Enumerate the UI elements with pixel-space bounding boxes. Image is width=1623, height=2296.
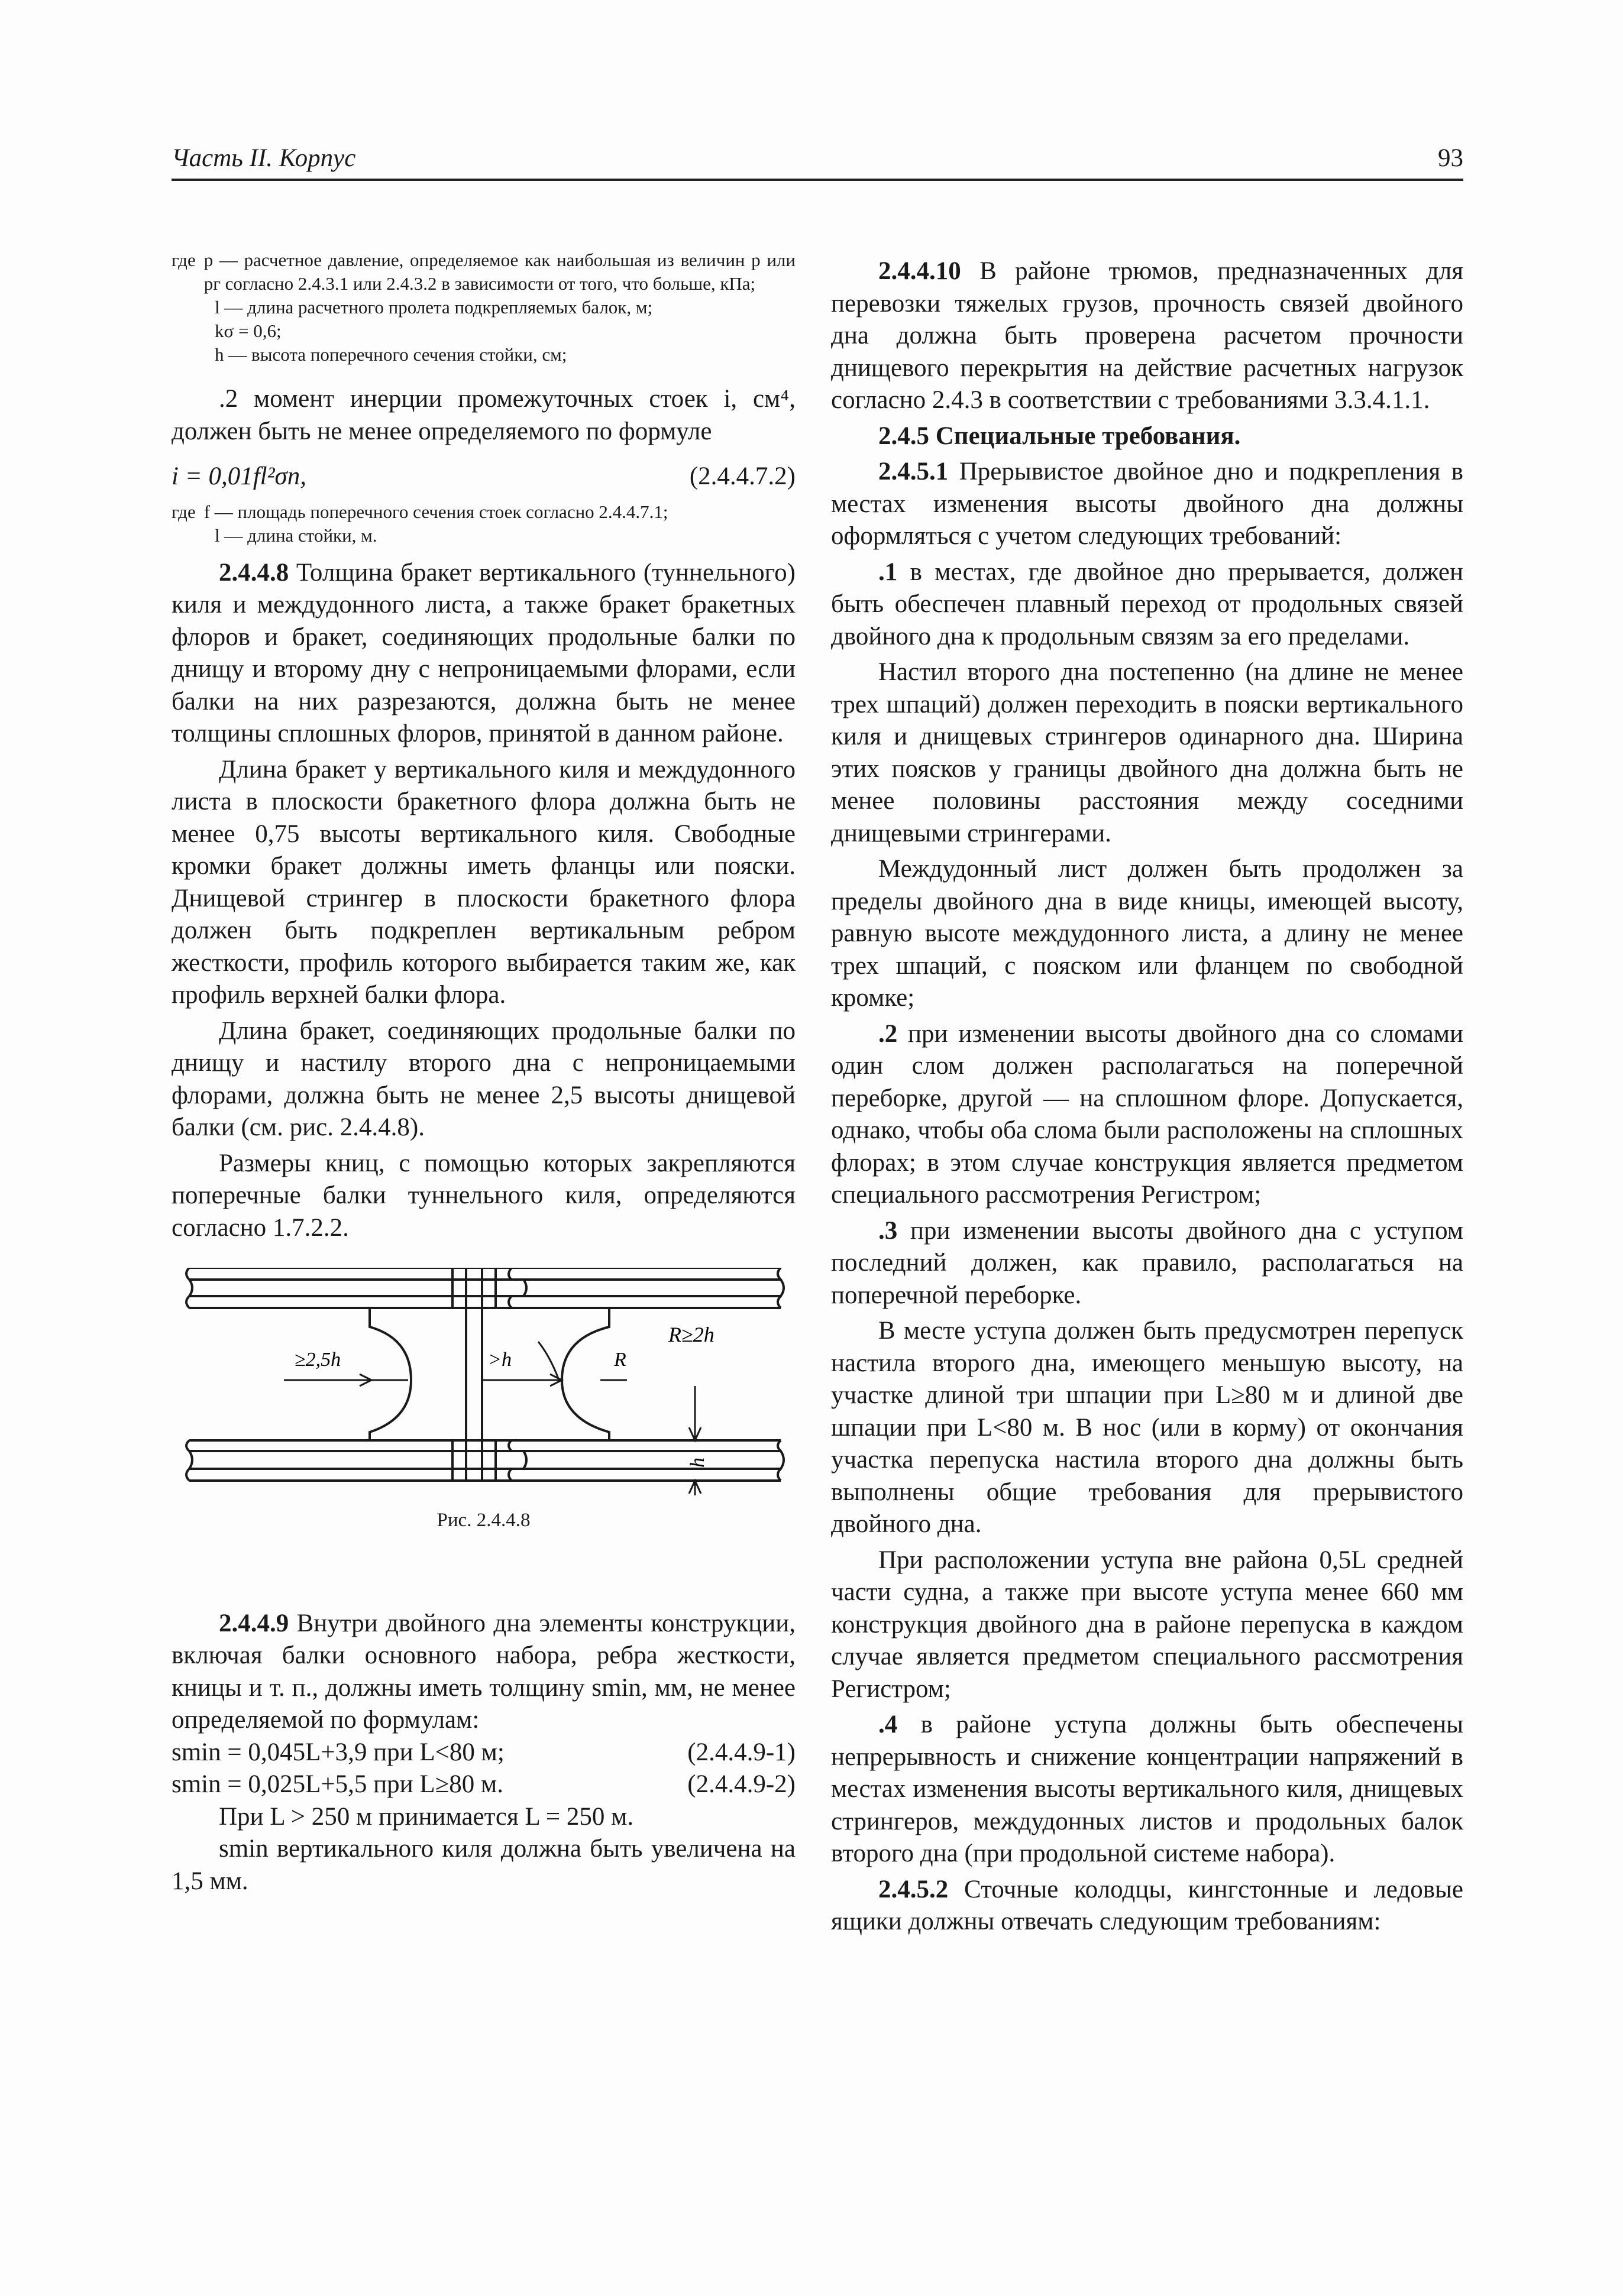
- moment-paragraph: .2 момент инерции промежуточных стоек i, см⁴, должен быть не менее определяемого по формуле: [172, 385, 796, 445]
- where-label: где: [172, 501, 196, 522]
- formula-expr: smin = 0,045L+3,9 при L<80 м;: [172, 1738, 505, 1766]
- label-gt-h: >h: [488, 1349, 512, 1371]
- clause-number: 2.4.5.2: [878, 1875, 949, 1903]
- clause-text: Прерывистое двойное дно и подкрепления в местах изменения высоты двойного дна должны оформляться с учетом следующих требований:: [831, 458, 1463, 550]
- label-2-5h: ≥2,5h: [295, 1349, 341, 1371]
- formula-number: (2.4.4.9-1): [687, 1738, 796, 1766]
- paragraph-item-3: [831, 1215, 1463, 1312]
- where-item: l — длина расчетного пролета подкрепляемых балок, м;: [215, 297, 653, 318]
- clause-number: 2.4.4.10: [878, 257, 961, 285]
- page-number: 93: [1438, 144, 1463, 172]
- paragraph-bracket-length-2: Длина бракет, соединяющих продольные балки по днищу и настилу второго дна с непроницаемыми флорами, должна быть не менее 2,5 высоты днищевой балки (см. рис. 2.4.4.8).: [172, 1016, 796, 1141]
- clause-text: Толщина бракет вертикального (туннельного) киля и междудонного листа, а также бракет бракетных флоров и бракет, соединяющих продольные балки по днищу и второму дну с непроницаемыми флорами, если балки на них разрезаются, должна быть не менее толщины сплошных флоров, принятой в данном районе.: [172, 558, 796, 747]
- where-item: kσ = 0,6;: [215, 320, 282, 341]
- clause-number: 2.4.5.1: [878, 458, 949, 485]
- label-R-ge-2h: R≥2h: [668, 1323, 714, 1346]
- paragraph-knee-size: Размеры книц, с помощью которых закрепляются поперечные балки туннельного киля, определяются согласно 1.7.2.2.: [172, 1149, 796, 1242]
- where-item: h — высота поперечного сечения стойки, см;: [215, 344, 567, 365]
- clause-text: Внутри двойного дна элементы конструкции, включая балки основного набора, ребра жесткости, кницы и т. п., должны иметь толщину smin, мм, не менее определяемой по формулам:: [172, 1609, 796, 1734]
- header-title: Часть II. Корпус: [172, 144, 356, 172]
- flange-right-top: [509, 1268, 526, 1308]
- item-number: .4: [878, 1711, 898, 1738]
- paragraph-margin-plate: Междудонный лист должен быть продолжен за пределы двойного дна в виде кницы, имеющей высоту, равную высоте междудонного листа, а длину не менее трех шпаций, с пояском или фланцем по свободной кромке;: [831, 855, 1463, 1012]
- flange-right-bottom: [509, 1440, 526, 1481]
- formula-expr: i = 0,01fl²σn,: [172, 462, 306, 490]
- dim-r-leader: [538, 1342, 559, 1380]
- where-item: f — площадь поперечного сечения стоек согласно 2.4.4.7.1;: [203, 501, 668, 522]
- clause-text: Сточные колодцы, кингстонные и ледовые ящики должны отвечать следующим требованиям:: [831, 1875, 1463, 1935]
- dim-2-5h: [284, 1374, 408, 1386]
- paragraph-2-4-4-8: [172, 557, 796, 750]
- formula-expr: smin = 0,025L+5,5 при L≥80 м.: [172, 1770, 503, 1798]
- left-column: [172, 248, 796, 1897]
- paragraph-2-4-4-9: [172, 1608, 796, 1737]
- paragraph-inner-bottom: Настил второго дна постепенно (на длине не менее трех шпаций) должен переходить в пояски вертикального киля и днищевых стрингеров одинарного дна. Ширина этих поясков у границы двойного дна должна быть не менее половины расстояния между соседними днищевыми стрингерами.: [831, 658, 1463, 847]
- item-number: .3: [878, 1216, 898, 1245]
- where-list-2: [172, 500, 796, 548]
- formula-2-4-4-9-1: [172, 1737, 796, 1769]
- paragraph-item-4: [831, 1709, 1463, 1870]
- figure-caption: Рис. 2.4.4.8: [437, 1510, 531, 1531]
- paragraph-2-4-5-1: [831, 456, 1463, 553]
- formula-2-4-4-9-2: [172, 1769, 796, 1801]
- clause-number: 2.4.4.9: [219, 1609, 289, 1637]
- item-text: при изменении высоты двойного дна со сломами один слом должен располагаться на поперечной переборке, другой — на сплошном флоре. Допускается, однако, чтобы оба слома были расположены на сплошных флорах; в этом случае конструкция является предметом специального рассмотрения Регистром;: [831, 1019, 1463, 1209]
- where-list-1: [172, 248, 796, 367]
- top-beam-break-right: [778, 1268, 784, 1308]
- right-column: [831, 255, 1463, 1938]
- formula-2-4-4-7-2: [172, 461, 796, 493]
- item-number: .2: [878, 1019, 898, 1048]
- item-text: в районе уступа должны быть обеспечены непрерывность и снижение концентрации напряжений в местах изменения высоты вертикального киля, днищевых стрингеров, междудонных листов и продольных балок второго дна (при продольной системе набора).: [831, 1711, 1463, 1867]
- item-text: в местах, где двойное дно прерывается, должен быть обеспечен плавный переход от продольных связей двойного дна к продольным связям за его пределами.: [831, 558, 1463, 650]
- formula-number: (2.4.4.9-2): [687, 1770, 796, 1798]
- clause-text: В районе трюмов, предназначенных для перевозки тяжелых грузов, прочность связей двойного дна должна быть проверена расчетом прочности днищевого перекрытия на действие расчетных нагрузок согласно 2.4.3 в соответствии с требованиями 3.3.4.1.1.: [831, 257, 1463, 414]
- left-bracket-arc: [370, 1308, 411, 1440]
- paragraph-item-2: [831, 1018, 1463, 1212]
- bottom-beam-break-left: [186, 1440, 192, 1481]
- paragraph-L-250: При L > 250 м принимается L = 250 м.: [219, 1802, 634, 1831]
- item-text: при изменении высоты двойного дна с уступом последний должен, как правило, располагаться на поперечной переборке.: [831, 1216, 1463, 1309]
- paragraph-step-location: При расположении уступа вне района 0,5L средней части судна, а также при высоте уступа менее 660 мм конструкция двойного дна в районе перепуска в каждом случае является предметом специального рассмотрения Регистром;: [831, 1546, 1463, 1703]
- label-R: R: [614, 1349, 626, 1371]
- top-beam-break-left: [186, 1268, 192, 1308]
- where-label: где: [172, 250, 196, 270]
- paragraph-smin-keel: smin вертикального киля должна быть увеличена на 1,5 мм.: [172, 1835, 796, 1895]
- paragraph-item-1: [831, 556, 1463, 653]
- paragraph-2-4-5-2: [831, 1874, 1463, 1938]
- paragraph-bracket-length-1: Длина бракет у вертикального киля и междудонного листа в плоскости бракетного флора должна быть не менее 0,75 высоты вертикального киля. Свободные кромки бракет должны иметь фланцы или пояски. Днищевой стрингер в плоскости бракетного флора должен быть подкреплен вертикальным ребром жесткости, профиль которого выбирается таким же, как профиль верхней балки флора.: [172, 755, 796, 1009]
- bottom-beam-break-right: [778, 1440, 784, 1481]
- bracket-diagram: [172, 1268, 796, 1498]
- formula-number: (2.4.4.7.2): [689, 462, 796, 490]
- where-item: p — расчетное давление, определяемое как наибольшая из величин p или pг согласно 2.4.3.1 или 2.4.3.2 в зависимости от того, что больше, кПа;: [203, 250, 796, 294]
- item-number: .1: [878, 558, 898, 586]
- where-item: l — длина стойки, м.: [215, 524, 377, 546]
- clause-number: 2.4.4.8: [219, 558, 289, 587]
- running-header: [172, 142, 1463, 181]
- figure-2-4-4-8: [172, 1268, 796, 1537]
- dim-gt-h: [482, 1374, 562, 1386]
- paragraph-2-4-4-10: [831, 255, 1463, 417]
- stiffener-webs: [452, 1268, 496, 1481]
- top-beam-lines: [189, 1268, 781, 1308]
- vertical-floor-plate: [466, 1268, 482, 1481]
- label-h: h: [687, 1458, 709, 1468]
- section-heading-2-4-5: 2.4.5 Специальные требования.: [878, 422, 1241, 450]
- paragraph-step-overlap: В месте уступа должен быть предусмотрен перепуск настила второго дна, имеющего меньшую высоту, на участке длиной три шпации при L≥80 м и длиной две шпации при L<80 м. В нос (или в корму) от окончания участка перепуска настила второго дна должны быть выполнены общие требования для прерывистого двойного дна.: [831, 1317, 1463, 1538]
- right-bracket-arc: [562, 1308, 609, 1440]
